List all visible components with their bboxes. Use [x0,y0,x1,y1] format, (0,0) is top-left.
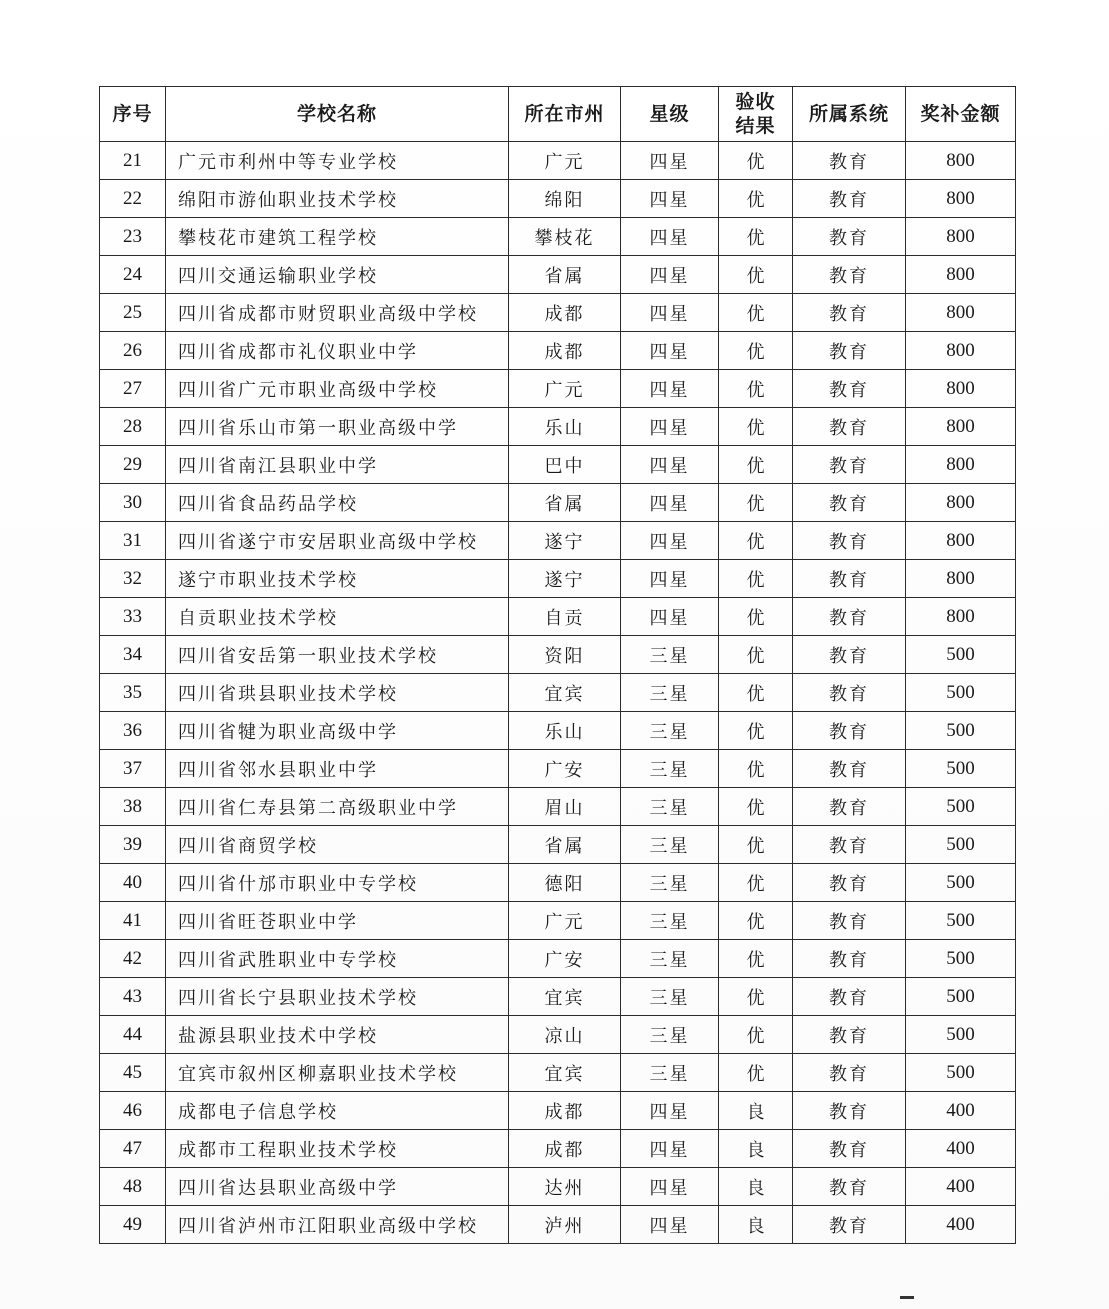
cell-acceptance-result: 优 [719,256,793,294]
cell-seq: 25 [100,294,166,332]
cell-school-name: 四川省犍为职业高级中学 [166,712,509,750]
cell-system: 教育 [793,408,906,446]
cell-amount: 400 [906,1092,1016,1130]
cell-acceptance-result: 优 [719,446,793,484]
cell-star-level: 三星 [621,978,719,1016]
cell-system: 教育 [793,940,906,978]
cell-amount: 800 [906,332,1016,370]
cell-amount: 400 [906,1130,1016,1168]
header-system: 所属系统 [793,87,906,142]
cell-star-level: 四星 [621,1092,719,1130]
cell-city: 成都 [509,294,621,332]
cell-star-level: 三星 [621,1054,719,1092]
cell-seq: 46 [100,1092,166,1130]
cell-star-level: 四星 [621,1130,719,1168]
cell-star-level: 四星 [621,142,719,180]
table-header [100,87,1016,142]
cell-acceptance-result: 优 [719,1016,793,1054]
cell-system: 教育 [793,864,906,902]
cell-school-name: 四川省南江县职业中学 [166,446,509,484]
cell-system: 教育 [793,978,906,1016]
cell-amount: 800 [906,598,1016,636]
cell-amount: 800 [906,370,1016,408]
cell-school-name: 四川省长宁县职业技术学校 [166,978,509,1016]
cell-school-name: 四川省食品药品学校 [166,484,509,522]
cell-seq: 31 [100,522,166,560]
cell-system: 教育 [793,332,906,370]
cell-seq: 37 [100,750,166,788]
cell-city: 凉山 [509,1016,621,1054]
cell-school-name: 四川省成都市财贸职业高级中学校 [166,294,509,332]
cell-city: 省属 [509,826,621,864]
cell-seq: 48 [100,1168,166,1206]
cell-amount: 800 [906,408,1016,446]
cell-seq: 49 [100,1206,166,1244]
cell-school-name: 四川省达县职业高级中学 [166,1168,509,1206]
cell-seq: 44 [100,1016,166,1054]
table-row [100,674,1016,712]
cell-acceptance-result: 良 [719,1092,793,1130]
cell-amount: 500 [906,940,1016,978]
cell-acceptance-result: 优 [719,294,793,332]
cell-city: 广安 [509,750,621,788]
cell-school-name: 成都电子信息学校 [166,1092,509,1130]
cell-seq: 21 [100,142,166,180]
cell-acceptance-result: 优 [719,560,793,598]
cell-acceptance-result: 优 [719,142,793,180]
scan-mark [900,1296,914,1299]
table-row [100,294,1016,332]
cell-star-level: 四星 [621,180,719,218]
cell-system: 教育 [793,1130,906,1168]
cell-city: 广元 [509,142,621,180]
cell-star-level: 三星 [621,864,719,902]
cell-city: 遂宁 [509,560,621,598]
cell-city: 宜宾 [509,1054,621,1092]
header-seq: 序号 [100,87,166,142]
table-row [100,826,1016,864]
table-row [100,598,1016,636]
cell-city: 绵阳 [509,180,621,218]
cell-amount: 400 [906,1168,1016,1206]
cell-amount: 500 [906,636,1016,674]
table-row [100,1168,1016,1206]
table-row [100,636,1016,674]
cell-seq: 27 [100,370,166,408]
cell-school-name: 自贡职业技术学校 [166,598,509,636]
cell-city: 成都 [509,332,621,370]
cell-seq: 23 [100,218,166,256]
header-city: 所在市州 [509,87,621,142]
cell-acceptance-result: 优 [719,636,793,674]
cell-city: 攀枝花 [509,218,621,256]
cell-star-level: 三星 [621,826,719,864]
cell-acceptance-result: 优 [719,940,793,978]
cell-amount: 800 [906,218,1016,256]
cell-school-name: 四川交通运输职业学校 [166,256,509,294]
table-row [100,788,1016,826]
cell-star-level: 三星 [621,712,719,750]
cell-star-level: 三星 [621,1016,719,1054]
cell-system: 教育 [793,142,906,180]
cell-school-name: 四川省什邡市职业中专学校 [166,864,509,902]
cell-city: 巴中 [509,446,621,484]
cell-city: 省属 [509,256,621,294]
cell-system: 教育 [793,750,906,788]
cell-system: 教育 [793,636,906,674]
award-table [99,86,1016,1244]
cell-school-name: 四川省仁寿县第二高级职业中学 [166,788,509,826]
cell-system: 教育 [793,1016,906,1054]
cell-seq: 29 [100,446,166,484]
cell-system: 教育 [793,446,906,484]
cell-star-level: 四星 [621,484,719,522]
cell-acceptance-result: 优 [719,370,793,408]
cell-system: 教育 [793,1168,906,1206]
cell-system: 教育 [793,1054,906,1092]
cell-city: 自贡 [509,598,621,636]
cell-amount: 800 [906,142,1016,180]
cell-system: 教育 [793,218,906,256]
cell-acceptance-result: 良 [719,1168,793,1206]
cell-amount: 500 [906,750,1016,788]
cell-star-level: 四星 [621,332,719,370]
cell-acceptance-result: 良 [719,1206,793,1244]
table-row [100,370,1016,408]
cell-school-name: 四川省邻水县职业中学 [166,750,509,788]
table-row [100,1130,1016,1168]
cell-city: 乐山 [509,712,621,750]
cell-amount: 800 [906,294,1016,332]
table-row [100,1054,1016,1092]
cell-star-level: 四星 [621,522,719,560]
cell-acceptance-result: 优 [719,1054,793,1092]
cell-city: 省属 [509,484,621,522]
cell-star-level: 四星 [621,408,719,446]
cell-system: 教育 [793,902,906,940]
cell-seq: 42 [100,940,166,978]
cell-star-level: 四星 [621,218,719,256]
cell-city: 宜宾 [509,978,621,1016]
cell-star-level: 四星 [621,1168,719,1206]
cell-seq: 35 [100,674,166,712]
cell-star-level: 四星 [621,560,719,598]
table-row [100,902,1016,940]
cell-amount: 500 [906,826,1016,864]
cell-seq: 22 [100,180,166,218]
cell-star-level: 三星 [621,940,719,978]
table-row [100,142,1016,180]
cell-star-level: 三星 [621,788,719,826]
table-row [100,484,1016,522]
cell-acceptance-result: 良 [719,1130,793,1168]
cell-acceptance-result: 优 [719,978,793,1016]
cell-star-level: 四星 [621,598,719,636]
table-row [100,712,1016,750]
cell-seq: 40 [100,864,166,902]
cell-system: 教育 [793,180,906,218]
cell-star-level: 三星 [621,902,719,940]
cell-amount: 800 [906,256,1016,294]
cell-seq: 41 [100,902,166,940]
cell-seq: 43 [100,978,166,1016]
cell-school-name: 遂宁市职业技术学校 [166,560,509,598]
cell-amount: 800 [906,522,1016,560]
cell-acceptance-result: 优 [719,826,793,864]
cell-system: 教育 [793,788,906,826]
cell-seq: 34 [100,636,166,674]
cell-school-name: 四川省广元市职业高级中学校 [166,370,509,408]
cell-amount: 800 [906,446,1016,484]
cell-city: 乐山 [509,408,621,446]
table-row [100,978,1016,1016]
cell-star-level: 四星 [621,1206,719,1244]
cell-acceptance-result: 优 [719,674,793,712]
header-star-level: 星级 [621,87,719,142]
cell-amount: 400 [906,1206,1016,1244]
cell-city: 广安 [509,940,621,978]
cell-acceptance-result: 优 [719,864,793,902]
cell-school-name: 四川省安岳第一职业技术学校 [166,636,509,674]
cell-city: 德阳 [509,864,621,902]
cell-amount: 800 [906,180,1016,218]
cell-acceptance-result: 优 [719,218,793,256]
cell-seq: 38 [100,788,166,826]
cell-city: 遂宁 [509,522,621,560]
cell-star-level: 四星 [621,294,719,332]
table-row [100,218,1016,256]
header-acceptance-result: 验收 结果 [719,87,793,142]
cell-city: 泸州 [509,1206,621,1244]
cell-system: 教育 [793,712,906,750]
cell-system: 教育 [793,598,906,636]
cell-seq: 36 [100,712,166,750]
cell-seq: 45 [100,1054,166,1092]
cell-seq: 39 [100,826,166,864]
cell-acceptance-result: 优 [719,750,793,788]
cell-system: 教育 [793,294,906,332]
table-row [100,256,1016,294]
cell-acceptance-result: 优 [719,712,793,750]
cell-system: 教育 [793,256,906,294]
cell-star-level: 四星 [621,370,719,408]
table-row [100,332,1016,370]
cell-amount: 800 [906,484,1016,522]
table-row [100,408,1016,446]
cell-amount: 500 [906,712,1016,750]
cell-amount: 500 [906,1054,1016,1092]
cell-city: 成都 [509,1130,621,1168]
header-school-name: 学校名称 [166,87,509,142]
cell-star-level: 三星 [621,636,719,674]
cell-amount: 500 [906,788,1016,826]
cell-amount: 800 [906,560,1016,598]
cell-school-name: 四川省泸州市江阳职业高级中学校 [166,1206,509,1244]
cell-school-name: 四川省珙县职业技术学校 [166,674,509,712]
cell-system: 教育 [793,560,906,598]
cell-seq: 33 [100,598,166,636]
cell-school-name: 四川省商贸学校 [166,826,509,864]
cell-city: 宜宾 [509,674,621,712]
cell-acceptance-result: 优 [719,788,793,826]
cell-star-level: 三星 [621,750,719,788]
cell-seq: 30 [100,484,166,522]
cell-amount: 500 [906,674,1016,712]
cell-city: 广元 [509,370,621,408]
cell-acceptance-result: 优 [719,902,793,940]
cell-amount: 500 [906,978,1016,1016]
cell-school-name: 四川省乐山市第一职业高级中学 [166,408,509,446]
cell-city: 广元 [509,902,621,940]
cell-system: 教育 [793,1092,906,1130]
table-body [100,142,1016,1244]
cell-city: 资阳 [509,636,621,674]
cell-city: 眉山 [509,788,621,826]
table-row [100,180,1016,218]
table-row [100,1092,1016,1130]
cell-school-name: 攀枝花市建筑工程学校 [166,218,509,256]
cell-school-name: 宜宾市叙州区柳嘉职业技术学校 [166,1054,509,1092]
cell-amount: 500 [906,1016,1016,1054]
cell-city: 成都 [509,1092,621,1130]
cell-system: 教育 [793,1206,906,1244]
cell-seq: 24 [100,256,166,294]
cell-seq: 32 [100,560,166,598]
cell-school-name: 广元市利州中等专业学校 [166,142,509,180]
table-row [100,1016,1016,1054]
cell-acceptance-result: 优 [719,332,793,370]
table-row [100,522,1016,560]
cell-star-level: 四星 [621,256,719,294]
table-row [100,940,1016,978]
cell-amount: 500 [906,902,1016,940]
cell-system: 教育 [793,826,906,864]
header-amount: 奖补金额 [906,87,1016,142]
cell-seq: 28 [100,408,166,446]
cell-amount: 500 [906,864,1016,902]
table-row [100,750,1016,788]
cell-acceptance-result: 优 [719,180,793,218]
cell-seq: 26 [100,332,166,370]
cell-school-name: 成都市工程职业技术学校 [166,1130,509,1168]
cell-school-name: 绵阳市游仙职业技术学校 [166,180,509,218]
cell-school-name: 四川省遂宁市安居职业高级中学校 [166,522,509,560]
table-row [100,1206,1016,1244]
cell-school-name: 四川省武胜职业中专学校 [166,940,509,978]
table-row [100,560,1016,598]
cell-system: 教育 [793,674,906,712]
cell-acceptance-result: 优 [719,598,793,636]
table-row [100,864,1016,902]
cell-star-level: 三星 [621,674,719,712]
cell-system: 教育 [793,484,906,522]
cell-school-name: 盐源县职业技术中学校 [166,1016,509,1054]
header-row [100,87,1016,142]
cell-school-name: 四川省旺苍职业中学 [166,902,509,940]
cell-school-name: 四川省成都市礼仪职业中学 [166,332,509,370]
table-row [100,446,1016,484]
cell-seq: 47 [100,1130,166,1168]
cell-city: 达州 [509,1168,621,1206]
cell-acceptance-result: 优 [719,522,793,560]
cell-acceptance-result: 优 [719,484,793,522]
cell-system: 教育 [793,522,906,560]
cell-star-level: 四星 [621,446,719,484]
cell-system: 教育 [793,370,906,408]
cell-acceptance-result: 优 [719,408,793,446]
